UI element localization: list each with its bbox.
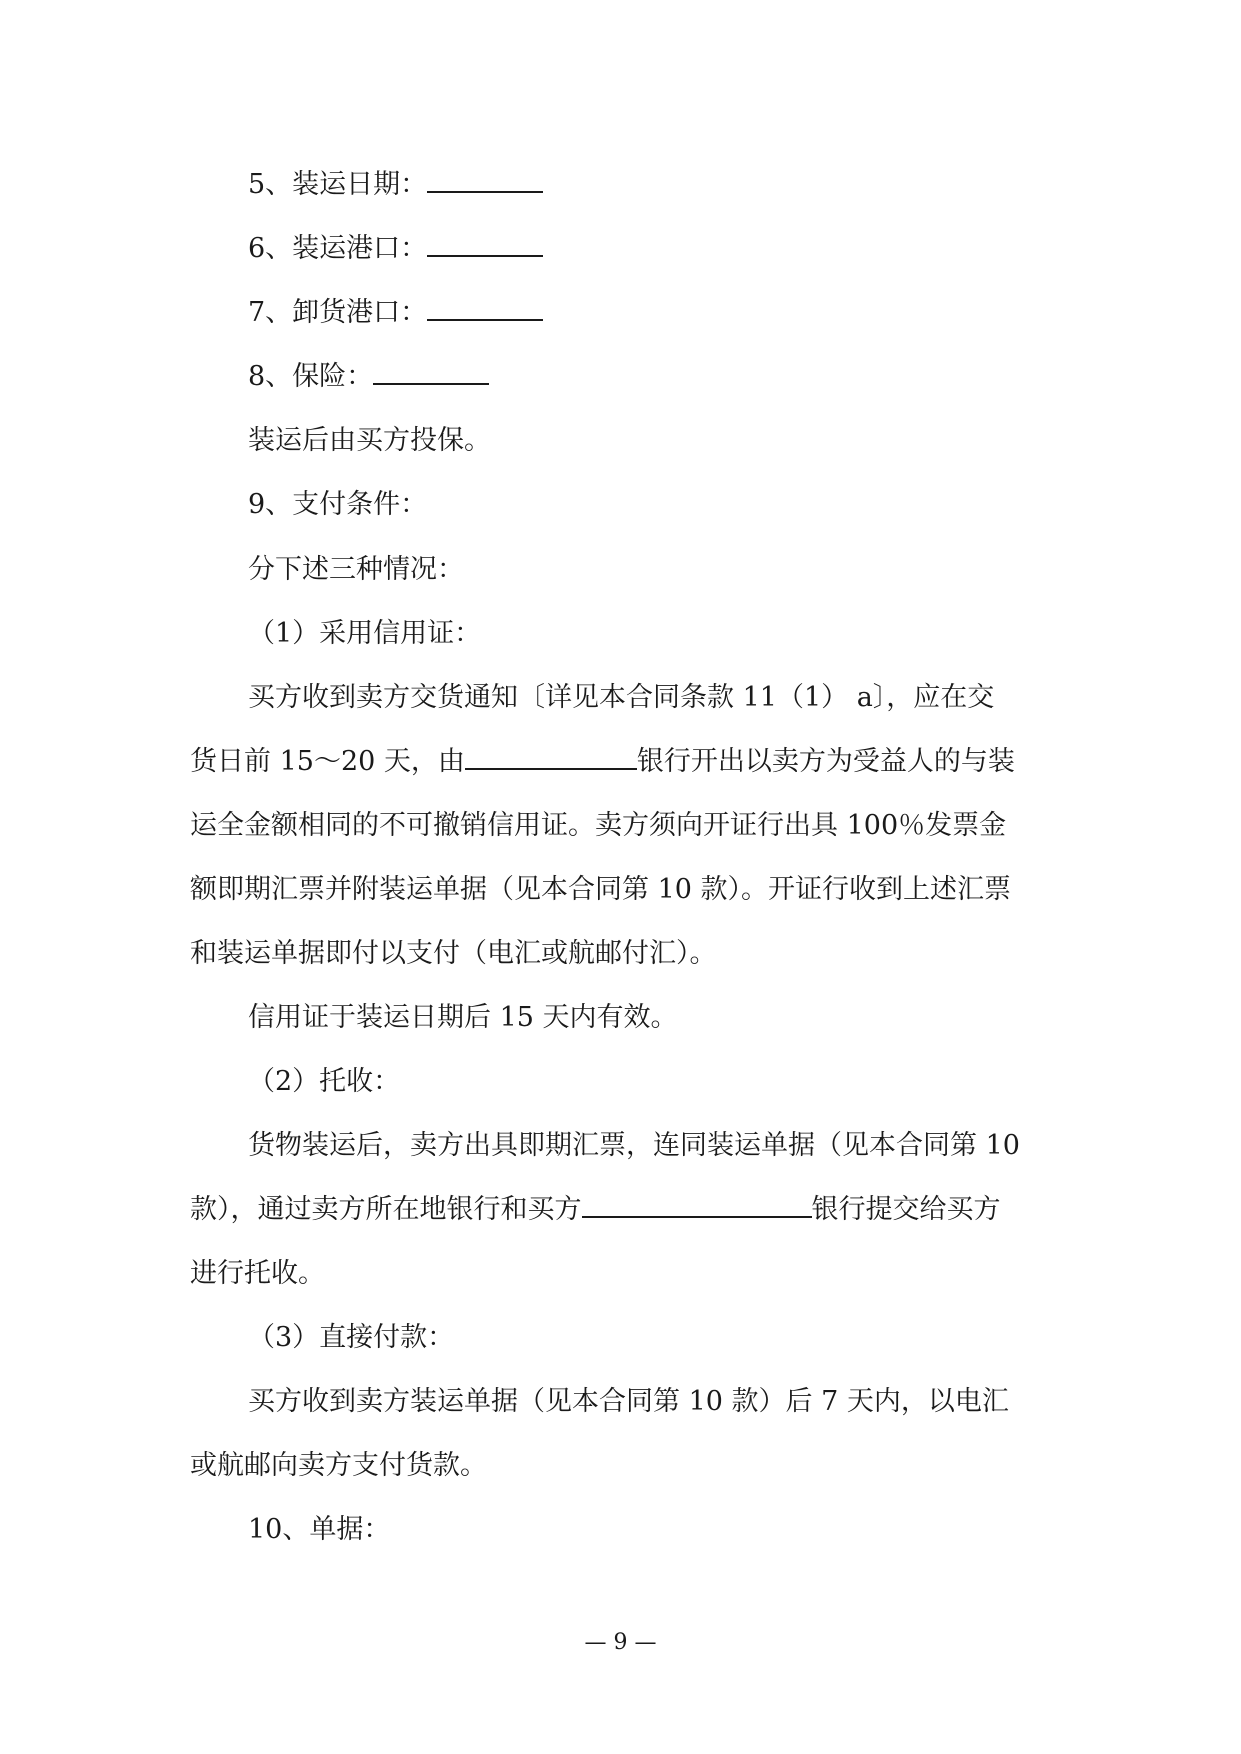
line-text: 5、装运日期： bbox=[248, 169, 428, 200]
page-number: — 9 — bbox=[0, 1628, 1241, 1658]
paragraph-line: 装运后由买方投保。 bbox=[248, 425, 491, 456]
item-discharge-port bbox=[248, 295, 1118, 331]
paragraph-line: 额即期汇票并附装运单据（见本合同第 10 款）。开证行收到上述汇票 bbox=[190, 874, 1012, 905]
fill-in-blank bbox=[427, 295, 543, 321]
paragraph-line: 进行托收。 bbox=[190, 1258, 325, 1289]
paragraph-line: 买方收到卖方交货通知〔详见本合同条款 11（1） a〕，应在交 bbox=[248, 682, 995, 713]
line-text-after: 银行提交给买方 bbox=[811, 1194, 1001, 1225]
subitem-letter-of-credit: （1）采用信用证： bbox=[248, 618, 482, 649]
item-payment-terms: 9、支付条件： bbox=[248, 489, 428, 520]
line-text: 7、卸货港口： bbox=[248, 297, 428, 328]
line-text: 6、装运港口： bbox=[248, 233, 428, 264]
subitem-collection: （2）托收： bbox=[248, 1066, 401, 1097]
line-text: 款），通过卖方所在地银行和买方 bbox=[190, 1194, 582, 1225]
item-insurance bbox=[248, 359, 1118, 395]
paragraph-line: 分下述三种情况： bbox=[248, 554, 464, 585]
line-text-after: 银行开出以卖方为受益人的与装 bbox=[636, 746, 1015, 777]
line-text: 8、保险： bbox=[248, 361, 374, 392]
item-loading-port bbox=[248, 231, 1118, 267]
item-documents: 10、单据： bbox=[248, 1514, 391, 1545]
subitem-direct-payment: （3）直接付款： bbox=[248, 1322, 455, 1353]
fill-in-blank bbox=[427, 167, 543, 193]
paragraph-line: 运全金额相同的不可撤销信用证。卖方须向开证行出具 100％发票金 bbox=[190, 810, 1007, 841]
fill-in-blank bbox=[373, 359, 489, 385]
paragraph-line: 买方收到卖方装运单据（见本合同第 10 款）后 7 天内，以电汇 bbox=[248, 1386, 1009, 1417]
line-text: 货日前 15～20 天，由 bbox=[190, 746, 465, 777]
fill-in-blank bbox=[582, 1192, 812, 1218]
paragraph-line: 和装运单据即付以支付（电汇或航邮付汇）。 bbox=[190, 938, 717, 969]
paragraph-line: 或航邮向卖方支付货款。 bbox=[190, 1450, 487, 1481]
paragraph-line bbox=[190, 744, 1060, 780]
fill-in-blank bbox=[427, 231, 543, 257]
fill-in-blank bbox=[465, 744, 637, 770]
paragraph-line: 货物装运后，卖方出具即期汇票，连同装运单据（见本合同第 10 bbox=[248, 1130, 1020, 1161]
paragraph-line bbox=[190, 1192, 1060, 1228]
item-shipment-date bbox=[248, 167, 1118, 203]
paragraph-line: 信用证于装运日期后 15 天内有效。 bbox=[248, 1002, 678, 1033]
